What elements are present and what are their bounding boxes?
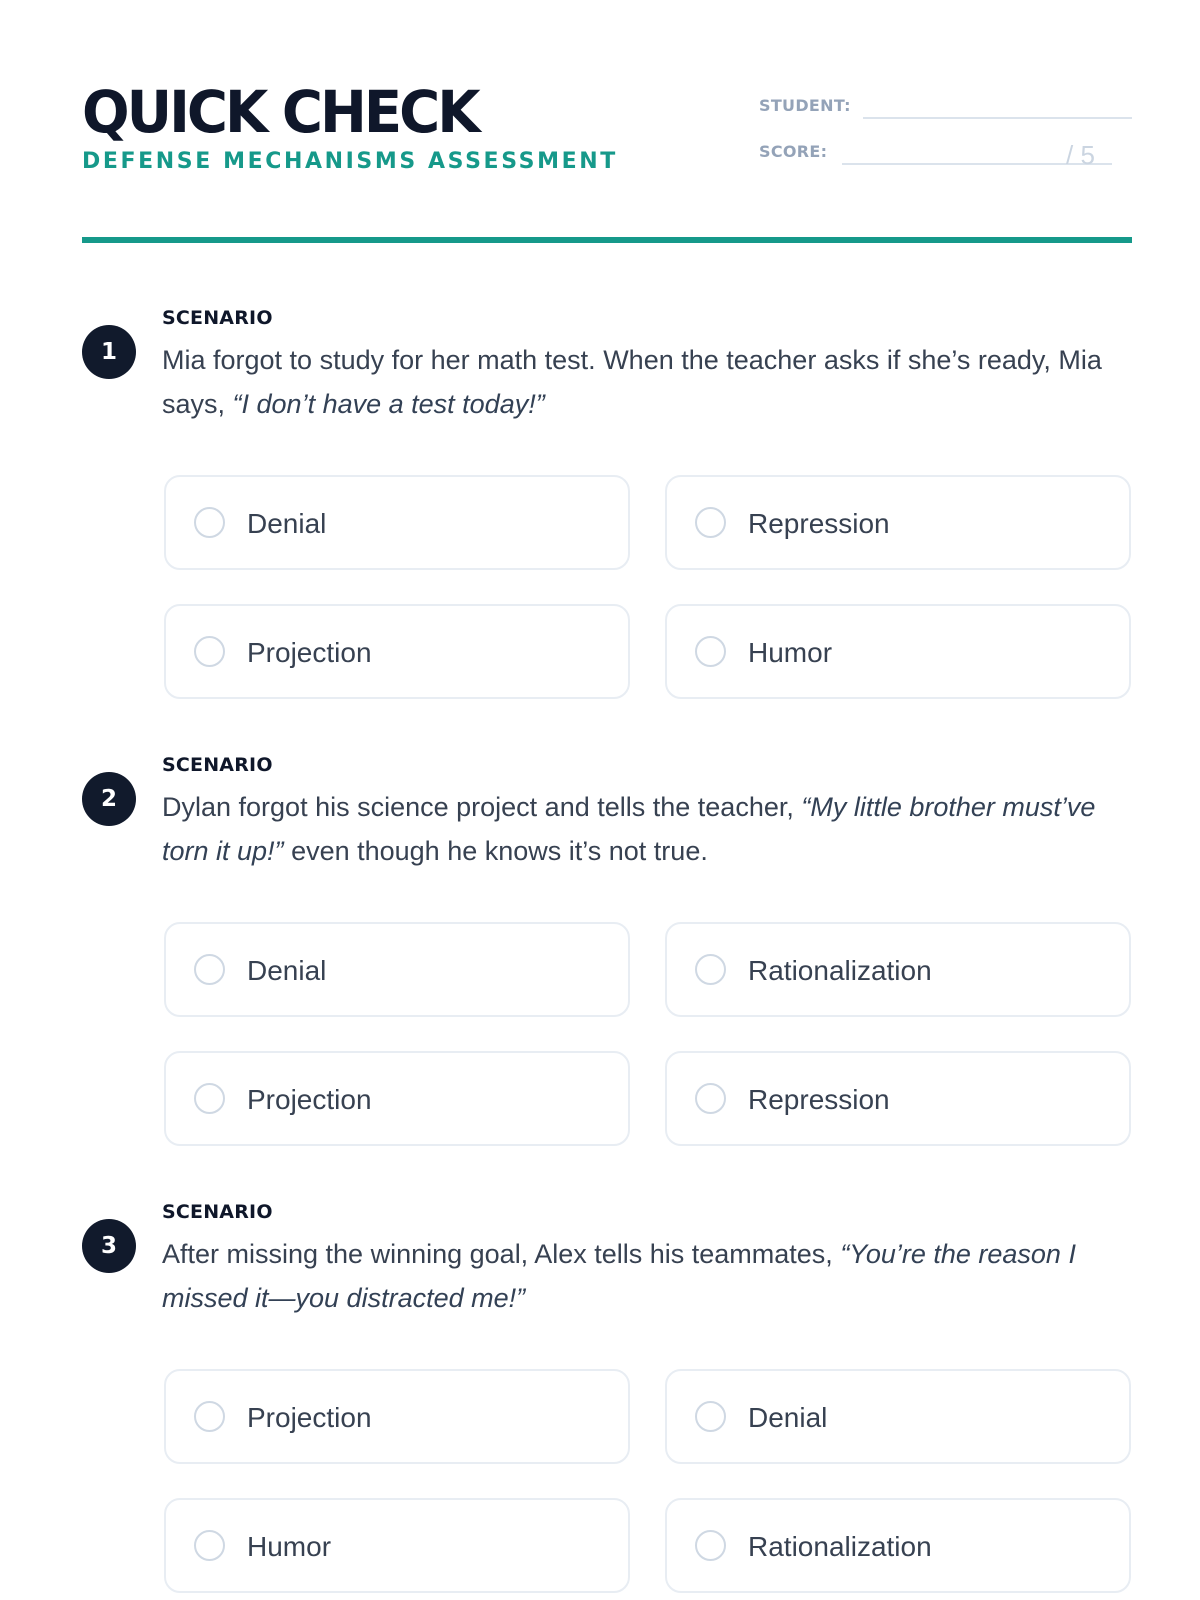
scenario-label: SCENARIO	[162, 754, 273, 776]
answer-option[interactable]	[665, 604, 1131, 699]
option-label: Denial	[748, 1402, 828, 1433]
radio-button[interactable]	[194, 1530, 225, 1561]
option-label: Projection	[247, 1084, 372, 1115]
radio-button[interactable]	[194, 954, 225, 985]
student-label: STUDENT:	[759, 96, 851, 115]
answer-option[interactable]	[665, 1051, 1131, 1146]
radio-button[interactable]	[695, 1401, 726, 1432]
score-label: SCORE:	[759, 142, 828, 161]
answer-option[interactable]	[164, 1369, 630, 1464]
radio-button[interactable]	[194, 636, 225, 667]
header-divider	[82, 237, 1132, 243]
option-label: Denial	[247, 508, 327, 539]
option-label: Repression	[748, 508, 890, 539]
radio-button[interactable]	[695, 1083, 726, 1114]
option-label: Projection	[247, 1402, 372, 1433]
radio-button[interactable]	[695, 954, 726, 985]
option-label: Humor	[748, 637, 833, 668]
radio-button[interactable]	[194, 1401, 225, 1432]
page-title: QUICK CHECK	[82, 78, 478, 147]
scenario-label: SCENARIO	[162, 1201, 273, 1223]
option-label: Projection	[247, 637, 372, 668]
radio-button[interactable]	[695, 1530, 726, 1561]
radio-button[interactable]	[194, 1083, 225, 1114]
question-number-badge: 1	[82, 325, 136, 379]
answer-option[interactable]	[665, 1369, 1131, 1464]
scenario-text: After missing the winning goal, Alex tells his teammates, “You’re the reason I missed it—you distracted me!”	[162, 1239, 1076, 1313]
radio-button[interactable]	[695, 507, 726, 538]
radio-button[interactable]	[194, 507, 225, 538]
answer-option[interactable]	[665, 475, 1131, 570]
scenario-quote: “My little brother must’ve torn it up!”	[162, 792, 1096, 866]
answer-option[interactable]	[164, 1051, 630, 1146]
radio-button[interactable]	[695, 636, 726, 667]
scenario-text: Dylan forgot his science project and tells the teacher, “My little brother must’ve torn it up!” even though he knows it’s not true.	[162, 792, 1096, 866]
option-label: Rationalization	[748, 955, 932, 986]
worksheet-header	[82, 78, 1132, 248]
scenario-quote: “You’re the reason I missed it—you distracted me!”	[162, 1239, 1076, 1313]
student-name-field[interactable]	[863, 117, 1132, 119]
page-subtitle: DEFENSE MECHANISMS ASSESSMENT	[82, 149, 618, 174]
question-number-badge: 2	[82, 772, 136, 826]
answer-option[interactable]	[665, 922, 1131, 1017]
answer-option[interactable]	[164, 922, 630, 1017]
answer-option[interactable]	[164, 604, 630, 699]
option-label: Rationalization	[748, 1531, 932, 1562]
scenario-quote: “I don’t have a test today!”	[232, 389, 545, 419]
scenario-label: SCENARIO	[162, 307, 273, 329]
answer-option[interactable]	[164, 475, 630, 570]
question-number-badge: 3	[82, 1219, 136, 1273]
scenario-text: Mia forgot to study for her math test. When the teacher asks if she’s ready, Mia says, “I don’t have a test today!”	[162, 345, 1102, 419]
answer-option[interactable]	[665, 1498, 1131, 1593]
option-label: Denial	[247, 955, 327, 986]
option-label: Repression	[748, 1084, 890, 1115]
option-label: Humor	[247, 1531, 332, 1562]
score-max: / 5	[1066, 140, 1095, 170]
answer-option[interactable]	[164, 1498, 630, 1593]
